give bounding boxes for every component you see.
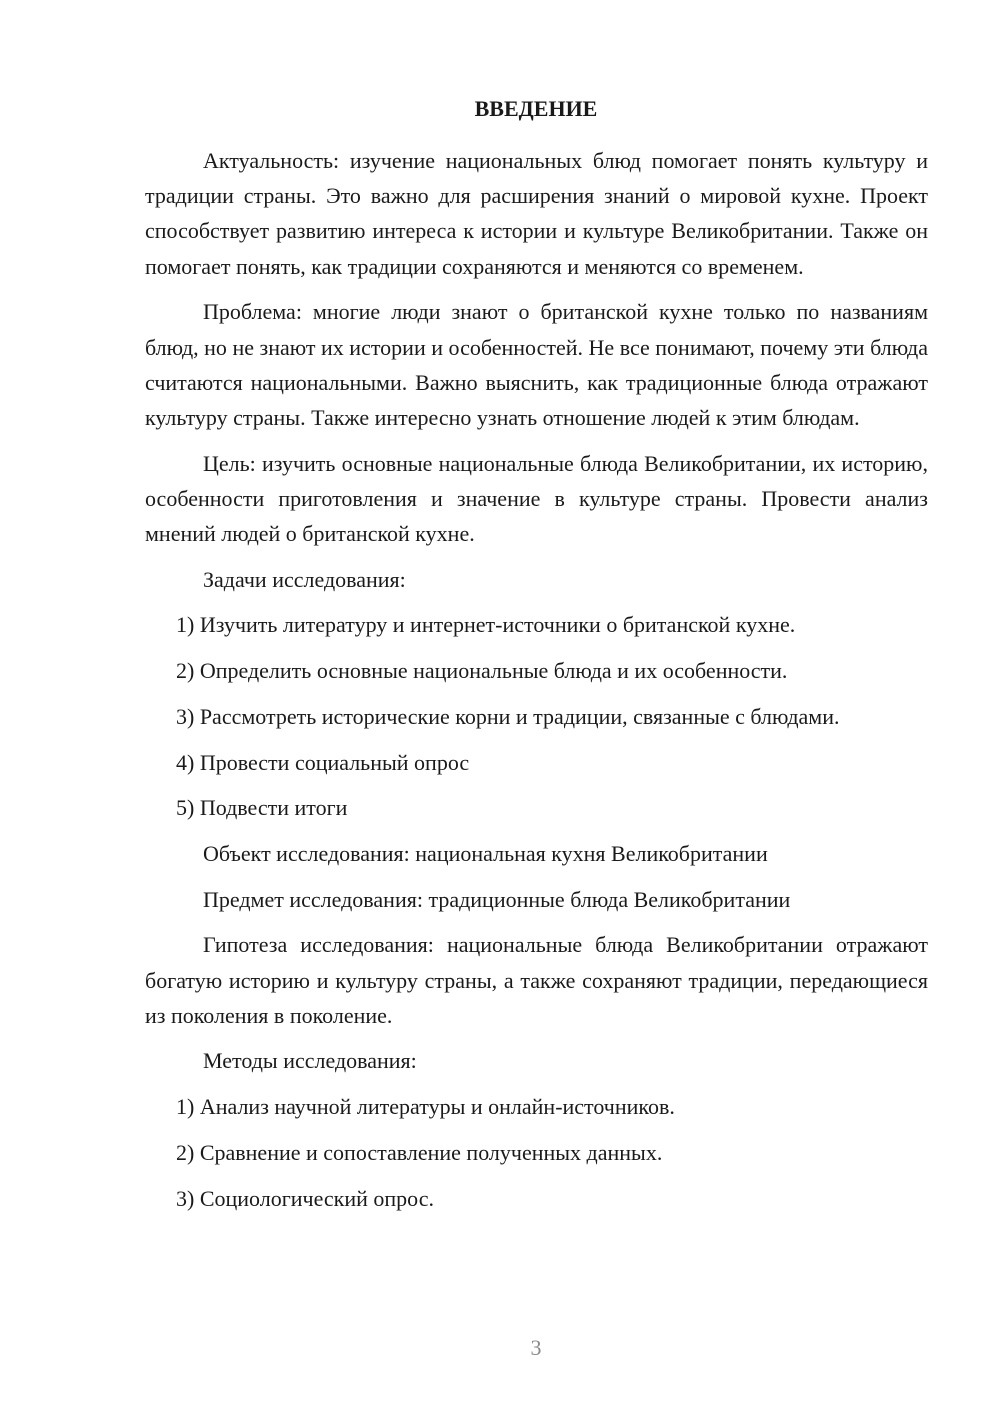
task-item: 3) Рассмотреть исторические корни и традиции, связанные с блюдами. <box>176 703 840 729</box>
task-item: 2) Определить основные национальные блюда и их особенности. <box>176 658 788 684</box>
method-item: 2) Сравнение и сопоставление полученных данных. <box>176 1139 663 1165</box>
relevance-paragraph: Актуальность: изучение национальных блюд помогает понять культуру и традиции страны. Это важно для расширения знаний о мировой кухне. Проект способствует развитию интереса к истории и культуре Великобритании. Также он помогает понять, как традиции сохраняются и меняются со временем. <box>145 148 928 279</box>
methods-heading: Методы исследования: <box>203 1048 417 1074</box>
section-title: ВВЕДЕНИЕ <box>474 96 598 121</box>
task-item: 5) Подвести итоги <box>176 795 348 821</box>
goal-paragraph: Цель: изучить основные национальные блюда Великобритании, их историю, особенности приготовления и значение в культуре страны. Провести анализ мнений людей о британской кухне. <box>145 450 928 547</box>
hypothesis-paragraph: Гипотеза исследования: национальные блюда Великобритании отражают богатую историю и культуру страны, а также сохраняют традиции, передающиеся из поколения в поколение. <box>145 932 928 1028</box>
task-item: 4) Провести социальный опрос <box>176 749 470 775</box>
document-body <box>145 143 928 1226</box>
methods-list <box>145 1089 928 1216</box>
task-item: 1) Изучить литературу и интернет-источники о британской кухне. <box>176 612 796 638</box>
tasks-heading: Задачи исследования: <box>203 566 406 592</box>
research-object: Объект исследования: национальная кухня Великобритании <box>203 840 768 866</box>
tasks-list <box>145 607 928 825</box>
method-item: 3) Социологический опрос. <box>176 1185 434 1211</box>
method-item: 1) Анализ научной литературы и онлайн-источников. <box>176 1094 675 1120</box>
problem-paragraph: Проблема: многие люди знают о британской кухне только по названиям блюд, но не знают их истории и особенностей. Не все понимают, почему эти блюда считаются национальными. Важно выяснить, как традиционные блюда отражают культуру страны. Также интересно узнать отношение людей к этим блюдам. <box>145 299 928 430</box>
page-number: 3 <box>530 1335 542 1360</box>
research-subject: Предмет исследования: традиционные блюда Великобритании <box>203 886 791 912</box>
